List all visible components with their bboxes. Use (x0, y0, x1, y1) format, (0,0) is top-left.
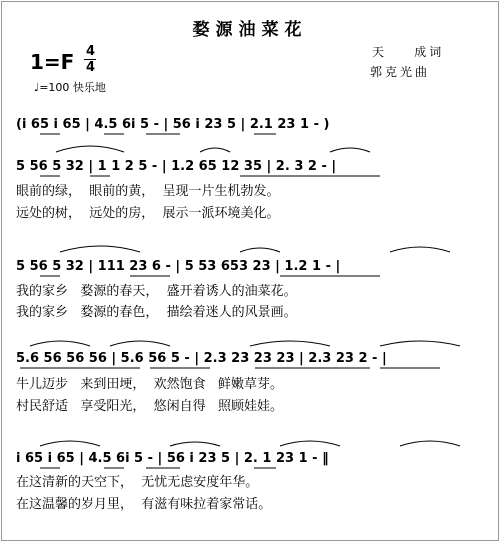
slur-group (30, 146, 460, 446)
key-signature: 1=F (30, 50, 75, 74)
slur (110, 341, 170, 346)
slur (330, 148, 370, 152)
slur (200, 148, 230, 152)
lyric-line-5-verse-1: 在这清新的天空下， 无忧无虑安度年华。 (16, 475, 259, 490)
composer-credit: 郭克光曲 (370, 65, 431, 79)
lyricist-credit: 天 成词 (372, 45, 445, 59)
time-signature-bottom: 4 (86, 60, 96, 75)
slur (280, 441, 340, 446)
lyric-line-3-verse-1: 我的家乡 婺源的春天， 盛开着诱人的油菜花。 (16, 284, 297, 299)
tempo-marking: ♩=100 快乐地 (34, 81, 106, 94)
slur (40, 441, 100, 446)
lyric-line-3-verse-2: 我的家乡 婺源的春色， 描绘着迷人的风景画。 (16, 305, 297, 320)
lyric-line-4-verse-2: 村民舒适 享受阳光， 悠闲自得 照顾娃娃。 (16, 399, 284, 414)
slur (60, 246, 140, 252)
lyric-line-4-verse-1: 牛儿迈步 来到田埂， 欢然饱食 鲜嫩草芽。 (16, 377, 284, 392)
slur (30, 341, 90, 346)
slur (380, 341, 460, 346)
slur (240, 248, 280, 252)
notation-line-2: 5 56 5 32 | 1 1 2 5 - | 1.2 65 12 35 | 2. 3 2 - | (16, 159, 337, 174)
notation-line-3: 5 56 5 32 | 111 23 6 - | 5 53 653 23 | 1.2 1 - | (16, 259, 341, 274)
lyric-line-2-verse-2: 远处的树， 远处的房， 展示一派环境美化。 (16, 206, 280, 221)
beam-group (20, 134, 440, 468)
lyric-line-2-verse-1: 眼前的绿， 眼前的黄， 呈现一片生机勃发。 (16, 184, 280, 199)
slur (390, 247, 450, 252)
song-title: 婺源油菜花 (192, 20, 308, 40)
slur (250, 341, 330, 346)
slur (56, 146, 124, 152)
slur (400, 441, 460, 446)
time-signature-top: 4 (86, 44, 96, 59)
notation-line-4: 5.6 56 56 56 | 5.6 56 5 - | 2.3 23 23 23 | 2.3 23 2 - | (16, 351, 387, 366)
slur (170, 442, 220, 446)
lyric-line-5-verse-2: 在这温馨的岁月里， 有滋有味拉着家常话。 (16, 497, 272, 512)
notation-line-5: i 65 i 65 | 4.5 6i 5 - | 56 i 23 5 | 2. 1 23 1 - ‖ (16, 451, 329, 466)
notation-line-intro: (i 65 i 65 | 4.5 6i 5 - | 56 i 23 5 | 2.1 23 1 - ) (16, 117, 330, 132)
